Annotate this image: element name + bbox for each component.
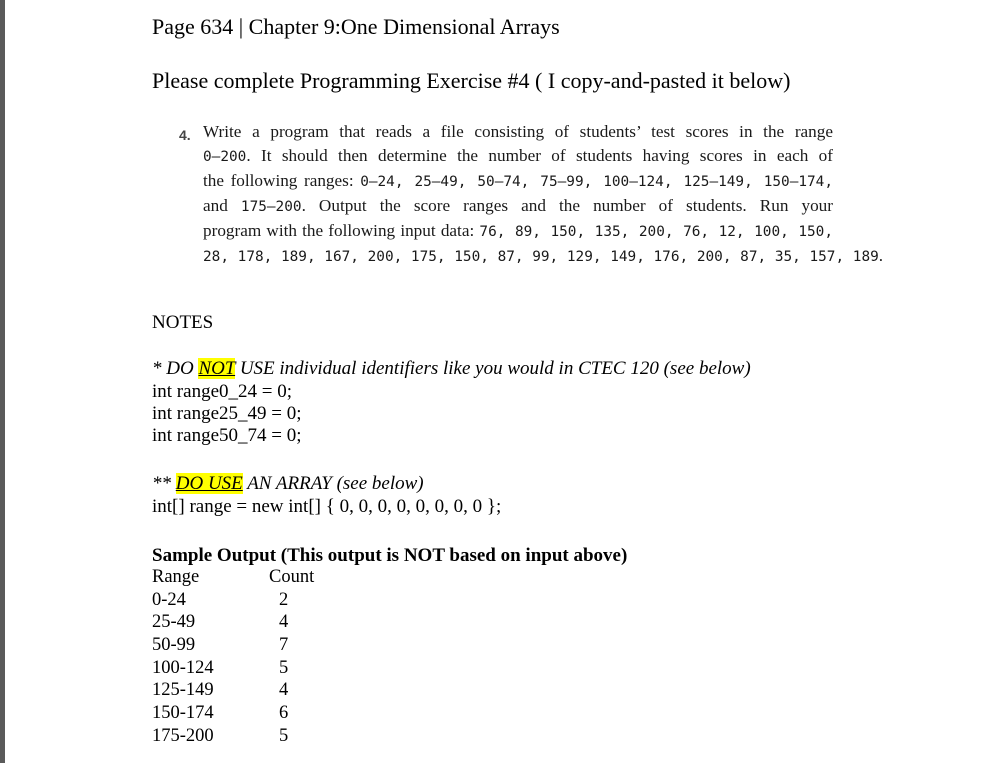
- table-header-row: [152, 567, 352, 590]
- exercise-line: Write a program that reads a file consisting of students’ test scores in the range: [203, 122, 833, 141]
- table-row: 150-174 6: [152, 703, 289, 724]
- notes-heading: NOTES: [152, 312, 214, 333]
- sample-output-heading: Sample Output (This output is NOT based on input above): [152, 545, 628, 566]
- exercise-line: 0–200. It should then determine the number of students having scores in each of: [203, 146, 833, 165]
- exercise-line: program with the following input data: 76, 89, 150, 135, 200, 76, 12, 100, 150,: [203, 221, 833, 240]
- code-line: int range25_49 = 0;: [152, 403, 302, 424]
- exercise-line: 28, 178, 189, 167, 200, 175, 150, 87, 99, 129, 149, 176, 200, 87, 35, 157, 189.: [203, 246, 884, 265]
- exercise-number: 4.: [179, 127, 191, 143]
- code-array-declaration: int[] range = new int[] { 0, 0, 0, 0, 0, 0, 0, 0 };: [152, 496, 502, 517]
- document-page: [5, 0, 997, 763]
- table-row: 25-49 4: [152, 612, 289, 633]
- exercise-line: and 175–200. Output the score ranges and the number of students. Run your: [203, 196, 833, 215]
- sample-output-table: [152, 567, 352, 749]
- table-row: 125-149 4: [152, 680, 289, 701]
- intro-text: Please complete Programming Exercise #4 ( I copy-and-pasted it below): [152, 68, 791, 93]
- table-row: 100-124 5: [152, 657, 289, 678]
- highlight-not: NOT: [198, 358, 236, 379]
- exercise-excerpt: [163, 118, 884, 268]
- table-row: 50-99 7: [152, 635, 289, 656]
- highlight-do-use: DO USE: [175, 473, 243, 494]
- code-individual-identifiers: [152, 381, 302, 447]
- code-line: int range50_74 = 0;: [152, 425, 302, 446]
- code-line: int range0_24 = 0;: [152, 381, 292, 402]
- table-row: 175-200 5: [152, 725, 289, 746]
- page-header: Page 634 | Chapter 9:One Dimensional Arrays: [152, 14, 560, 39]
- exercise-line: the following ranges: 0–24, 25–49, 50–74, 75–99, 100–124, 125–149, 150–174,: [203, 171, 834, 190]
- exercise-text: [203, 120, 884, 269]
- note-do-use-array: ** DO USE AN ARRAY (see below): [152, 473, 424, 494]
- note-do-not-use: * DO NOT USE individual identifiers like you would in CTEC 120 (see below): [152, 358, 751, 379]
- table-row: 0-24 2: [152, 589, 289, 610]
- column-header-count: Count: [269, 567, 315, 587]
- column-header-range: Range: [152, 567, 200, 587]
